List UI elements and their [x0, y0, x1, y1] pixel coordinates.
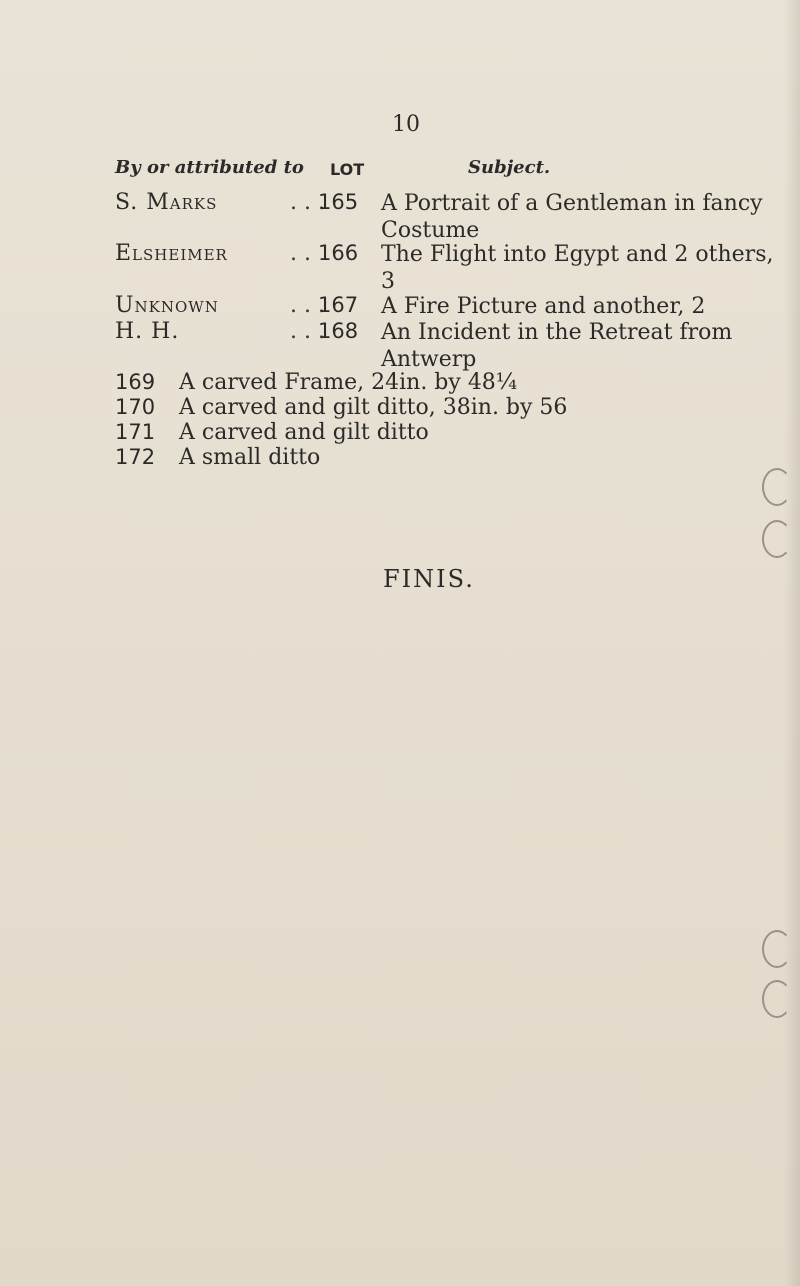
entry-artist: H. H.	[115, 319, 180, 344]
frame-entry	[115, 420, 429, 445]
frame-text: A small ditto	[179, 445, 321, 470]
entry-dots: . . .	[290, 319, 325, 344]
frame-entry	[115, 370, 517, 395]
frame-text: A carved Frame, 24in. by 48¼	[179, 370, 518, 395]
entry-dots: . . .	[290, 190, 325, 215]
entry-subject: A Fire Picture and another, 2	[381, 294, 706, 319]
entry-lot: 167	[318, 293, 359, 317]
page-number: 10	[392, 112, 420, 137]
binding-hole-icon	[762, 520, 792, 558]
entry-subject: An Incident in the Retreat from Antwerp	[381, 320, 733, 372]
binding-hole-icon	[762, 930, 792, 968]
entry-lot: 168	[318, 319, 359, 343]
binding-hole-icon	[762, 468, 792, 506]
binding-hole-icon	[762, 980, 792, 1018]
entry-lot: 166	[318, 241, 359, 265]
frame-entry	[115, 445, 320, 470]
entry-artist: Elsheimer	[115, 241, 228, 266]
header-lot: LOT	[330, 160, 365, 179]
frame-lot: 170	[115, 395, 156, 419]
entry-artist: S. Marks	[115, 190, 218, 215]
frame-lot: 169	[115, 370, 156, 394]
finis-text: FINIS.	[383, 565, 475, 593]
entry-lot: 165	[318, 190, 359, 214]
entry-dots: . .	[290, 241, 311, 266]
frame-text: A carved and gilt ditto, 38in. by 56	[179, 395, 568, 420]
page-edge-shadow	[784, 0, 800, 1286]
entry-artist: Unknown	[115, 293, 219, 318]
entry-dots: . . .	[290, 293, 325, 318]
header-subject: Subject.	[468, 157, 551, 178]
frame-lot: 172	[115, 445, 156, 469]
frame-lot: 171	[115, 420, 156, 444]
entry-subject: A Portrait of a Gentleman in fancy Costume	[381, 191, 763, 243]
header-artist: By or attributed to	[115, 157, 304, 178]
entry-subject: The Flight into Egypt and 2 others, 3	[381, 242, 774, 294]
frame-entry	[115, 395, 567, 420]
frame-text: A carved and gilt ditto	[179, 420, 429, 445]
